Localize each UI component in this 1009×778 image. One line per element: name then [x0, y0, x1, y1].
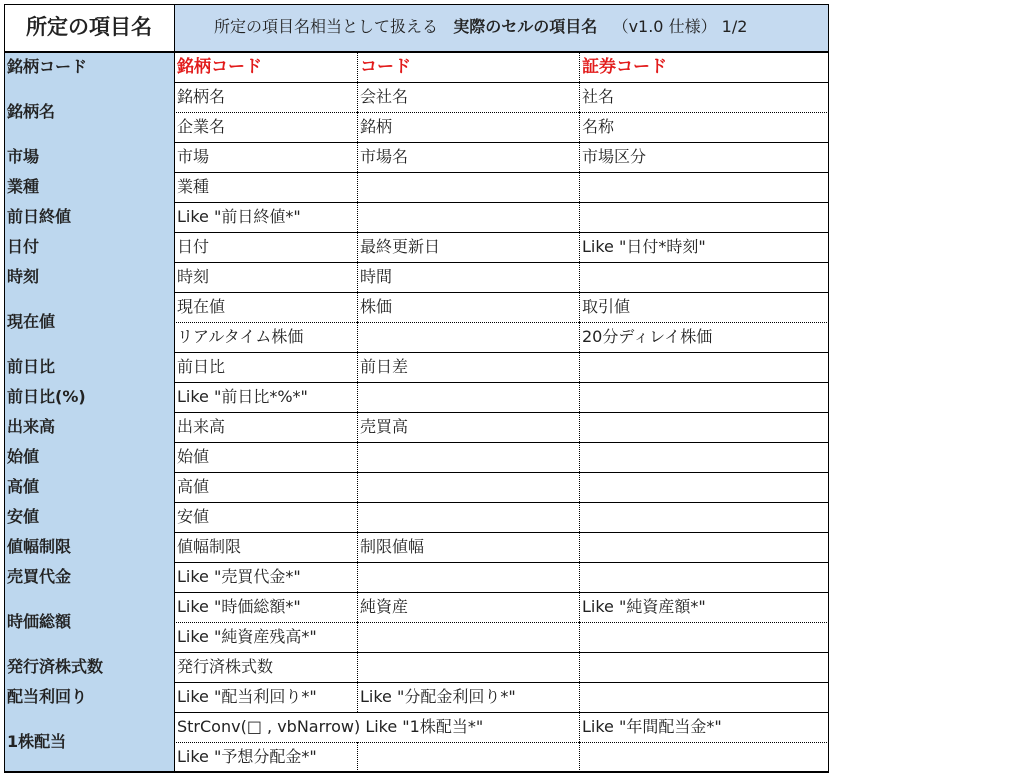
value-cell[interactable]: 高値: [177, 477, 210, 496]
value-cell[interactable]: 取引値: [582, 297, 631, 316]
value-cell[interactable]: [357, 562, 579, 592]
value-cell[interactable]: 企業名: [177, 117, 226, 136]
item-name-cell[interactable]: 配当利回り: [4, 682, 174, 712]
value-cell[interactable]: 時間: [360, 267, 393, 286]
value-cell[interactable]: [579, 562, 829, 592]
value-cell[interactable]: [357, 322, 579, 352]
value-cell[interactable]: [579, 532, 829, 562]
item-name-cell[interactable]: 出来高: [4, 412, 174, 442]
value-cell[interactable]: [357, 172, 579, 202]
item-name-cell[interactable]: 時価総額: [4, 592, 174, 652]
value-cell[interactable]: 会社名: [360, 87, 409, 106]
value-cell[interactable]: 市場: [177, 147, 210, 166]
value-cell[interactable]: 売買高: [360, 417, 409, 436]
value-cell[interactable]: [579, 352, 829, 382]
table-title-text: 所定の項目名: [26, 15, 152, 39]
value-cell[interactable]: 市場区分: [582, 147, 647, 166]
table-title[interactable]: [4, 4, 174, 52]
item-name-cell[interactable]: 銘柄コード: [4, 52, 174, 82]
row-divider: [4, 772, 829, 773]
value-cell[interactable]: [579, 742, 829, 772]
value-cell[interactable]: [579, 682, 829, 712]
subtitle-bold: 実際のセルの項目名: [453, 17, 598, 36]
value-cell[interactable]: Like "前日比*%*": [177, 387, 308, 406]
item-name-cell[interactable]: 売買代金: [4, 562, 174, 592]
value-cell[interactable]: [579, 652, 829, 682]
value-cell[interactable]: 証券コード: [582, 57, 667, 77]
table-subtitle[interactable]: [174, 4, 829, 52]
value-cell[interactable]: 株価: [360, 297, 393, 316]
value-cell[interactable]: 値幅制限: [177, 537, 242, 556]
value-cell[interactable]: [579, 172, 829, 202]
value-cell[interactable]: Like "日付*時刻": [582, 237, 706, 256]
item-name-cell[interactable]: 高値: [4, 472, 174, 502]
value-cell[interactable]: 日付: [177, 237, 210, 256]
value-cell[interactable]: [579, 202, 829, 232]
value-cell[interactable]: 時刻: [177, 267, 210, 286]
value-cell[interactable]: 社名: [582, 87, 615, 106]
item-name-cell[interactable]: 時刻: [4, 262, 174, 292]
value-cell[interactable]: [579, 382, 829, 412]
item-name-cell[interactable]: 前日比(%): [4, 382, 174, 412]
item-name-cell[interactable]: 値幅制限: [4, 532, 174, 562]
item-name-cell[interactable]: 1株配当: [4, 712, 174, 772]
value-cell[interactable]: 市場名: [360, 147, 409, 166]
item-name-cell[interactable]: 発行済株式数: [4, 652, 174, 682]
item-name-cell[interactable]: 前日比: [4, 352, 174, 382]
value-cell[interactable]: コード: [360, 57, 411, 77]
subtitle-post: （v1.0 仕様） 1/2: [612, 17, 748, 36]
value-cell[interactable]: Like "純資産残高*": [177, 627, 317, 646]
item-name-cell[interactable]: 業種: [4, 172, 174, 202]
value-cell[interactable]: Like "年間配当金*": [582, 717, 722, 736]
value-cell[interactable]: 前日比: [177, 357, 226, 376]
value-cell[interactable]: [357, 502, 579, 532]
value-cell[interactable]: [357, 382, 579, 412]
value-cell[interactable]: [579, 442, 829, 472]
value-cell[interactable]: [357, 202, 579, 232]
value-cell[interactable]: [357, 472, 579, 502]
item-name-cell[interactable]: 安値: [4, 502, 174, 532]
value-cell[interactable]: 銘柄: [360, 117, 393, 136]
value-cell[interactable]: [357, 742, 579, 772]
value-cell[interactable]: [579, 412, 829, 442]
value-cell[interactable]: 現在値: [177, 297, 226, 316]
value-cell[interactable]: Like "純資産額*": [582, 597, 706, 616]
value-cell[interactable]: Like "予想分配金*": [177, 747, 317, 766]
value-cell[interactable]: Like "分配金利回り*": [360, 687, 516, 706]
value-cell[interactable]: [579, 622, 829, 652]
value-cell[interactable]: Like "時価総額*": [177, 597, 301, 616]
item-name-cell[interactable]: 前日終値: [4, 202, 174, 232]
value-cell[interactable]: 銘柄コード: [177, 57, 262, 77]
value-cell[interactable]: 安値: [177, 507, 210, 526]
value-cell[interactable]: Like "配当利回り*": [177, 687, 317, 706]
value-cell[interactable]: [579, 502, 829, 532]
value-cell[interactable]: 発行済株式数: [177, 657, 274, 676]
value-cell[interactable]: 純資産: [360, 597, 409, 616]
value-cell[interactable]: [579, 262, 829, 292]
value-cell[interactable]: 銘柄名: [177, 87, 226, 106]
value-cell[interactable]: 名称: [582, 117, 615, 136]
value-cell[interactable]: [357, 622, 579, 652]
item-name-cell[interactable]: 始値: [4, 442, 174, 472]
value-cell[interactable]: [579, 472, 829, 502]
subtitle-pre: 所定の項目名相当として扱える: [214, 17, 439, 36]
value-cell[interactable]: 前日差: [360, 357, 409, 376]
value-cell[interactable]: Like "前日終値*": [177, 207, 301, 226]
item-name-cell[interactable]: 日付: [4, 232, 174, 262]
value-cell[interactable]: 最終更新日: [360, 237, 441, 256]
value-cell[interactable]: [357, 712, 579, 742]
value-cell[interactable]: StrConv(□ , vbNarrow) Like "1株配当*": [177, 717, 484, 736]
value-cell[interactable]: [357, 442, 579, 472]
item-name-cell[interactable]: 現在値: [4, 292, 174, 352]
value-cell[interactable]: Like "売買代金*": [177, 567, 301, 586]
item-name-cell[interactable]: 銘柄名: [4, 82, 174, 142]
value-cell[interactable]: 制限値幅: [360, 537, 425, 556]
value-cell[interactable]: 出来高: [177, 417, 226, 436]
value-cell[interactable]: 始値: [177, 447, 210, 466]
item-name-cell[interactable]: 市場: [4, 142, 174, 172]
value-cell[interactable]: 20分ディレイ株価: [582, 327, 713, 346]
value-cell[interactable]: 業種: [177, 177, 210, 196]
value-cell[interactable]: リアルタイム株価: [177, 327, 304, 346]
value-cell[interactable]: [357, 652, 579, 682]
